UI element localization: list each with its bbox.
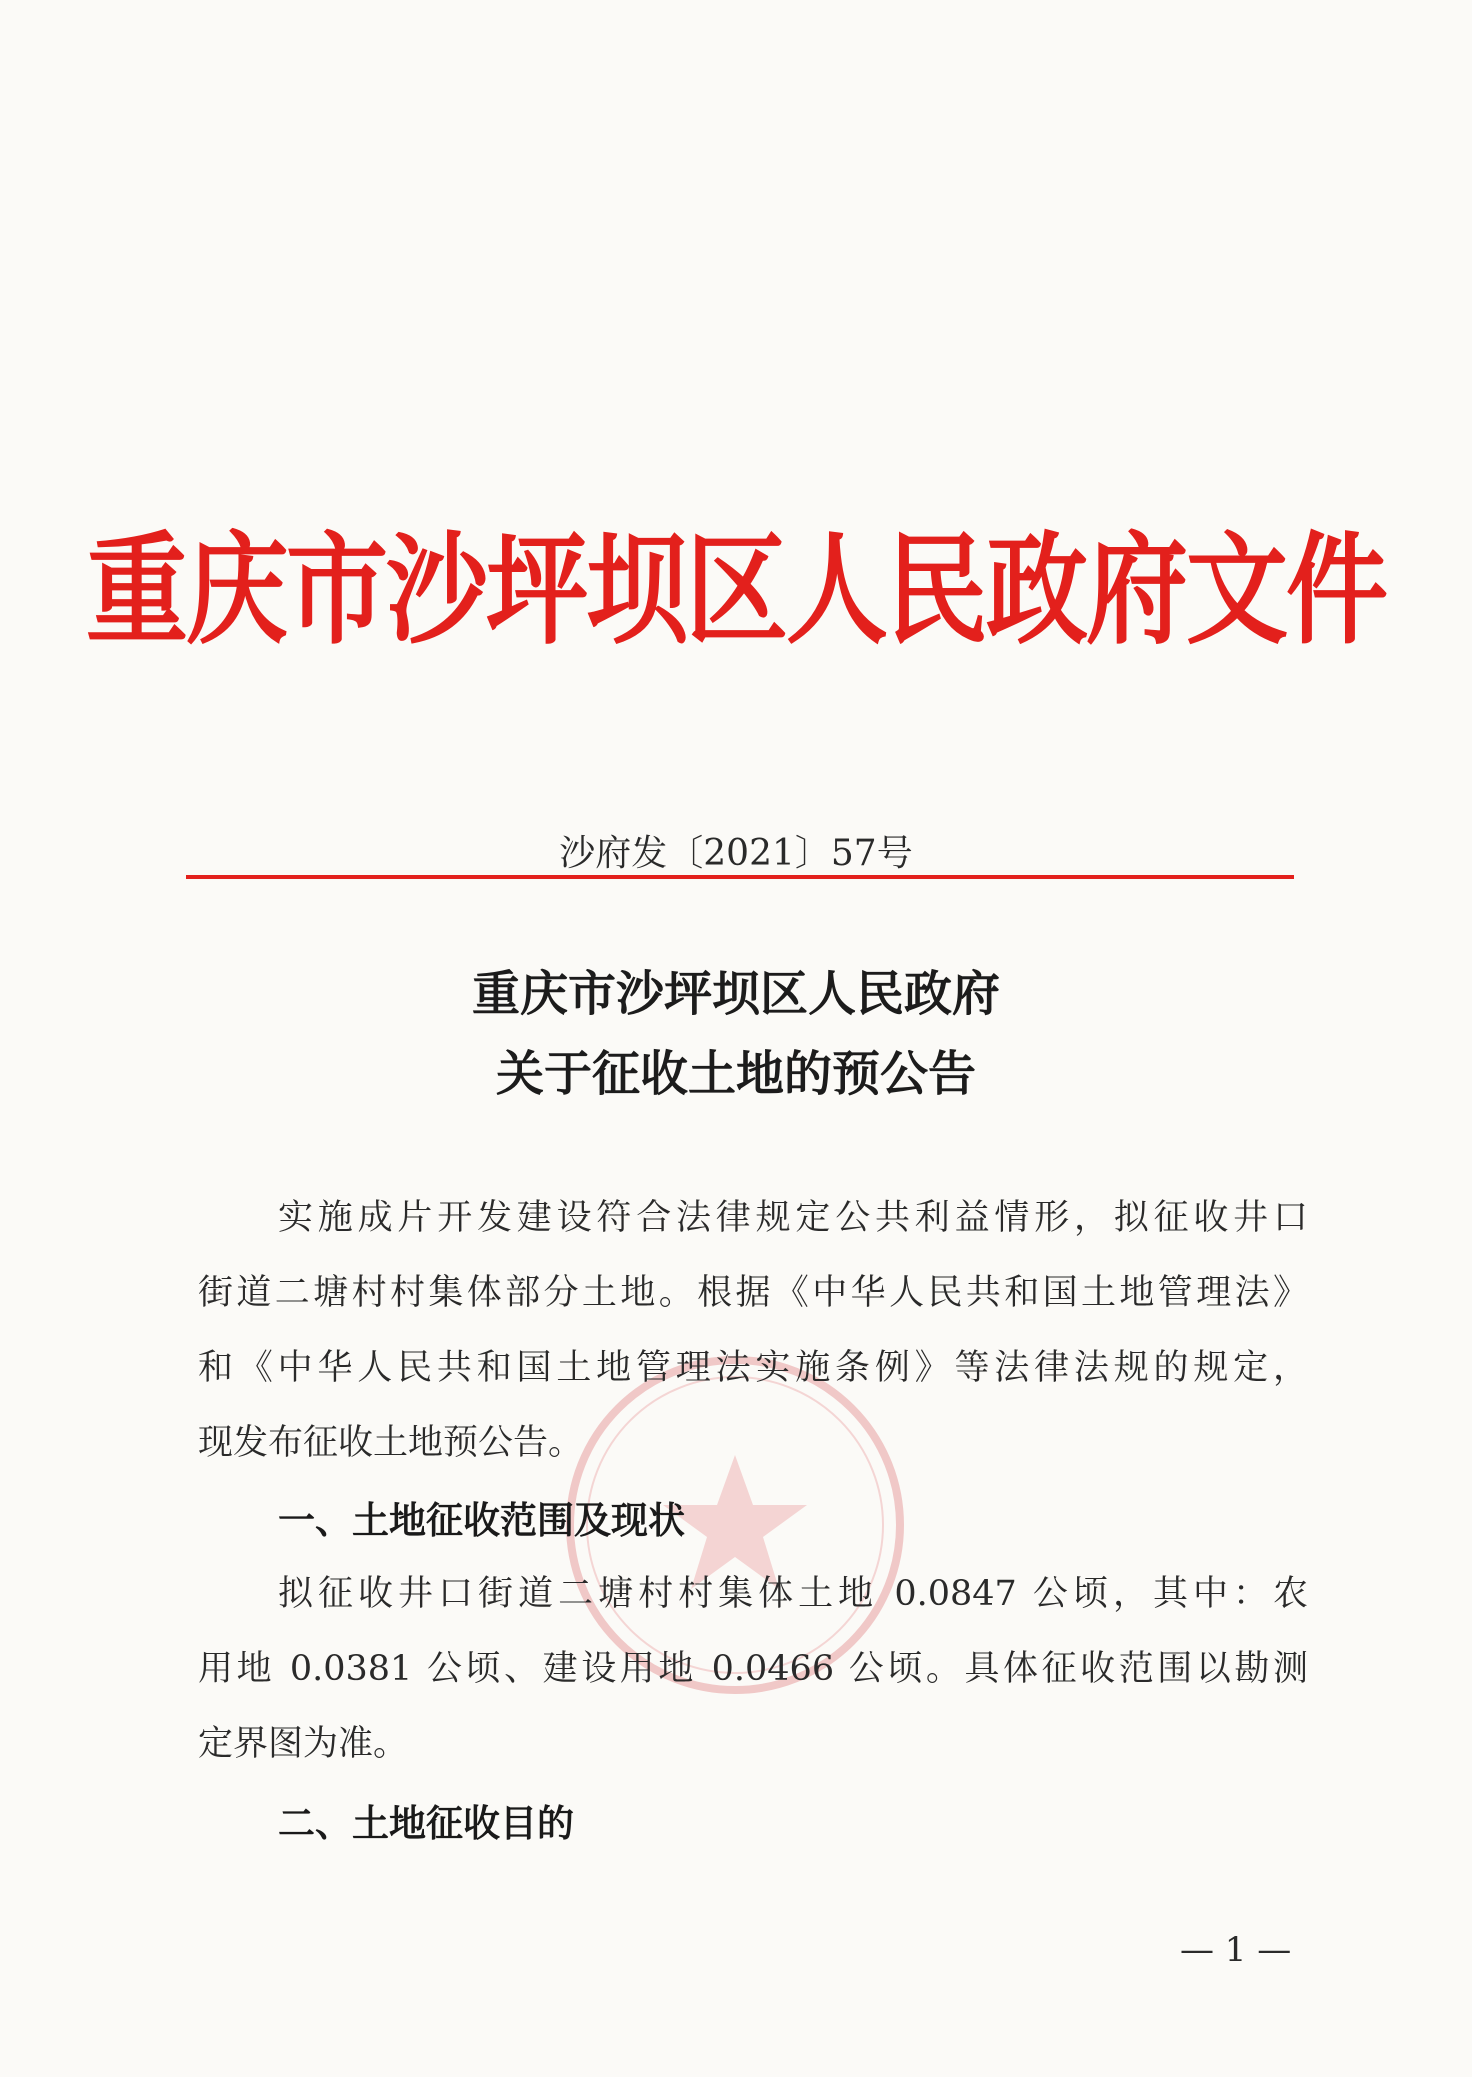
- body-line: 拟征收井口街道二塘村村集体土地 0.0847 公顷，其中：农: [278, 1574, 1308, 1614]
- page-number: — 1 —: [1180, 1930, 1292, 1970]
- body-line: 用地 0.0381 公顷、建设用地 0.0466 公顷。具体征收范围以勘测: [198, 1649, 1308, 1689]
- body-line: 定界图为准。: [198, 1724, 409, 1764]
- notice-title-line-2: 关于征收土地的预公告: [495, 1046, 976, 1102]
- notice-title-line-1: 重庆市沙坪坝区人民政府: [471, 966, 1000, 1022]
- section-heading-2: 二、土地征收目的: [278, 1802, 574, 1845]
- body-line: 现发布征收土地预公告。: [198, 1423, 584, 1463]
- body-line: 实施成片开发建设符合法律规定公共利益情形，拟征收井口: [278, 1198, 1308, 1238]
- issuer-header: 重庆市沙坪坝区人民政府文件: [86, 520, 1386, 662]
- red-divider: [186, 875, 1294, 879]
- section-heading-1: 一、土地征收范围及现状: [278, 1499, 685, 1542]
- body-line: 街道二塘村村集体部分土地。根据《中华人民共和国土地管理法》: [198, 1273, 1308, 1313]
- document-number: 沙府发〔2021〕57号: [559, 833, 913, 874]
- body-line: 和《中华人民共和国土地管理法实施条例》等法律法规的规定，: [198, 1348, 1308, 1388]
